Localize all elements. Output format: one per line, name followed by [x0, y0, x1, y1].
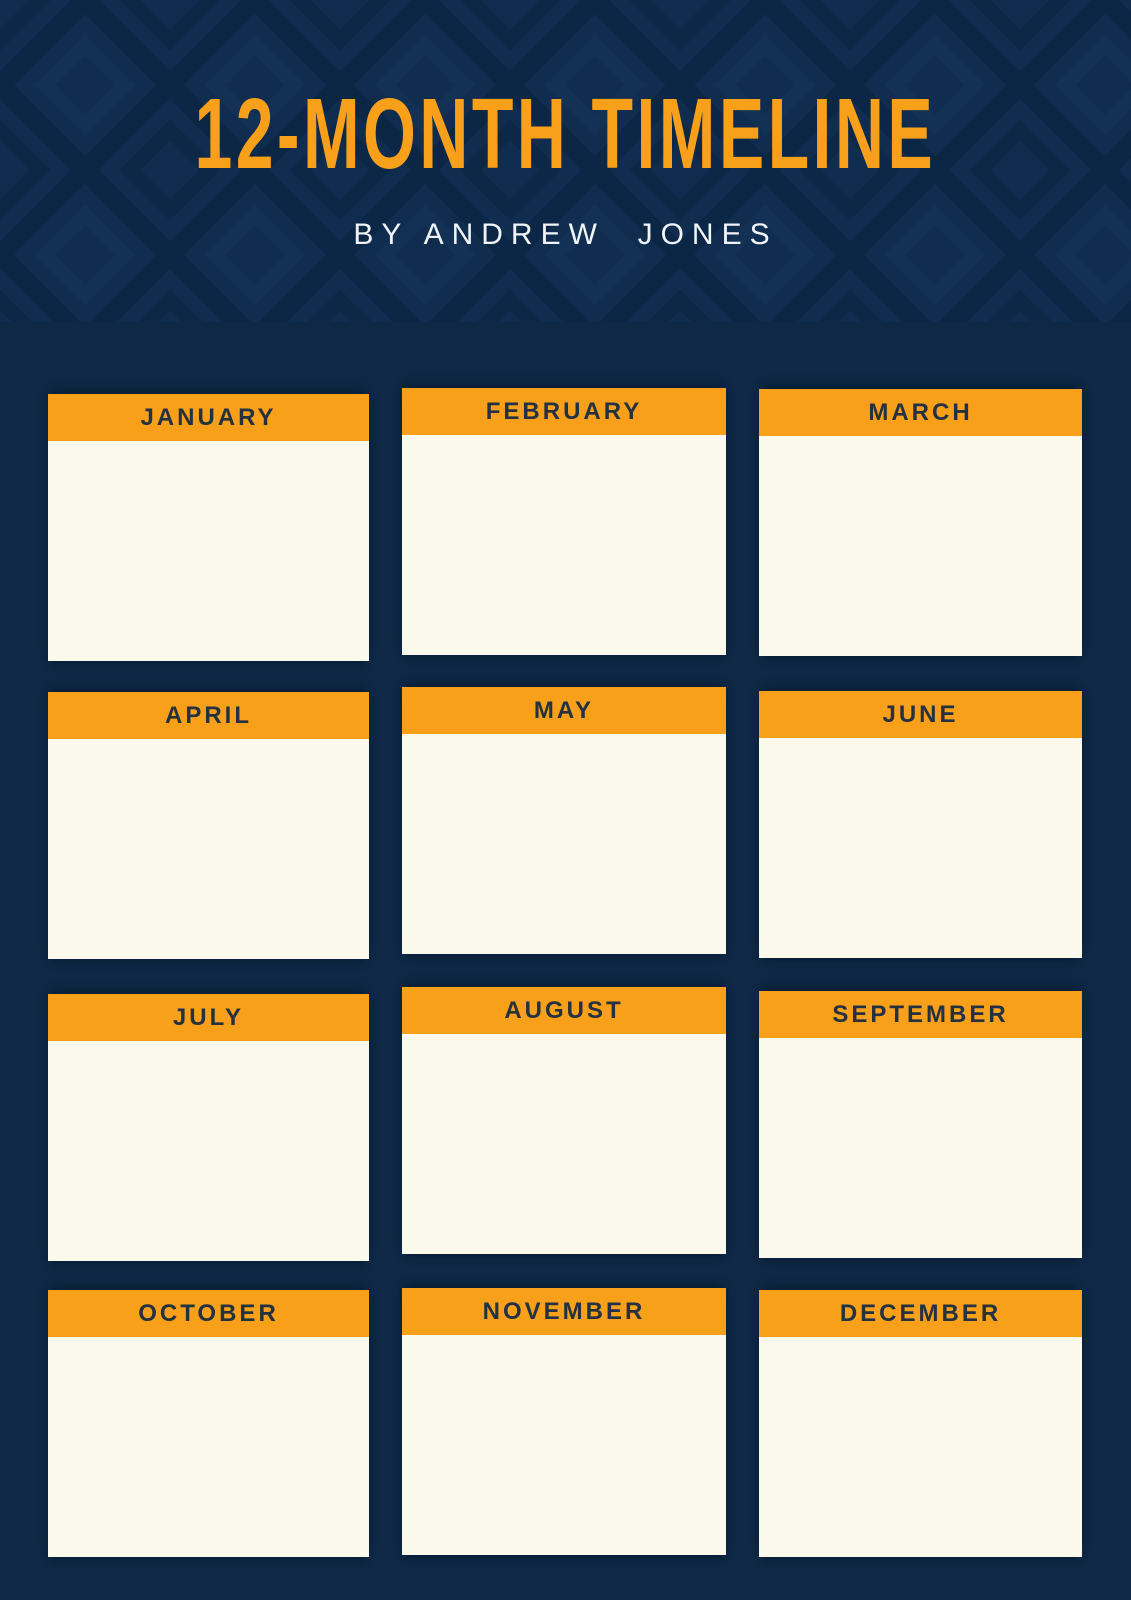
month-card-august	[402, 987, 726, 1254]
poster-byline: BY ANDREW JONES	[353, 218, 778, 251]
month-card-september	[759, 991, 1082, 1258]
month-grid	[48, 390, 1082, 1557]
month-card-header	[759, 1290, 1082, 1337]
month-label: MARCH	[868, 399, 973, 426]
month-card-header	[402, 987, 726, 1034]
month-label: OCTOBER	[138, 1300, 279, 1327]
month-label: NOVEMBER	[482, 1298, 646, 1325]
month-label: MAY	[533, 697, 595, 724]
month-card-body	[402, 734, 726, 954]
poster-title	[0, 78, 1131, 190]
month-label: JULY	[172, 1004, 245, 1031]
hero-banner	[0, 0, 1131, 322]
month-card-header	[759, 991, 1082, 1038]
month-label: DECEMBER	[839, 1300, 1002, 1327]
month-card-november	[402, 1288, 726, 1555]
month-card-may	[402, 687, 726, 954]
month-card-body	[402, 435, 726, 655]
month-label: JUNE	[882, 701, 959, 728]
month-card-header	[759, 691, 1082, 738]
month-card-header	[759, 389, 1082, 436]
month-card-header	[402, 687, 726, 734]
month-card-body	[759, 436, 1082, 656]
month-card-body	[759, 1337, 1082, 1557]
month-card-header	[402, 1288, 726, 1335]
month-label: APRIL	[165, 702, 252, 729]
month-card-body	[48, 1041, 369, 1261]
month-card-body	[402, 1335, 726, 1555]
month-card-body	[759, 1038, 1082, 1258]
month-card-january	[48, 394, 369, 661]
month-card-body	[759, 738, 1082, 958]
month-card-february	[402, 388, 726, 655]
month-label: AUGUST	[504, 997, 624, 1024]
month-card-december	[759, 1290, 1082, 1557]
month-card-header	[402, 388, 726, 435]
month-card-header	[48, 994, 369, 1041]
month-card-april	[48, 692, 369, 959]
month-card-body	[48, 1337, 369, 1557]
month-card-header	[48, 1290, 369, 1337]
month-card-march	[759, 389, 1082, 656]
poster-title-text: 12-MONTH TIMELINE	[194, 78, 937, 190]
month-card-body	[48, 441, 369, 661]
month-label: SEPTEMBER	[832, 1001, 1009, 1028]
month-label: JANUARY	[140, 404, 277, 431]
month-card-july	[48, 994, 369, 1261]
month-card-june	[759, 691, 1082, 958]
month-label: FEBRUARY	[485, 398, 643, 425]
month-card-body	[48, 739, 369, 959]
month-card-header	[48, 394, 369, 441]
month-card-body	[402, 1034, 726, 1254]
month-card-october	[48, 1290, 369, 1557]
month-card-header	[48, 692, 369, 739]
